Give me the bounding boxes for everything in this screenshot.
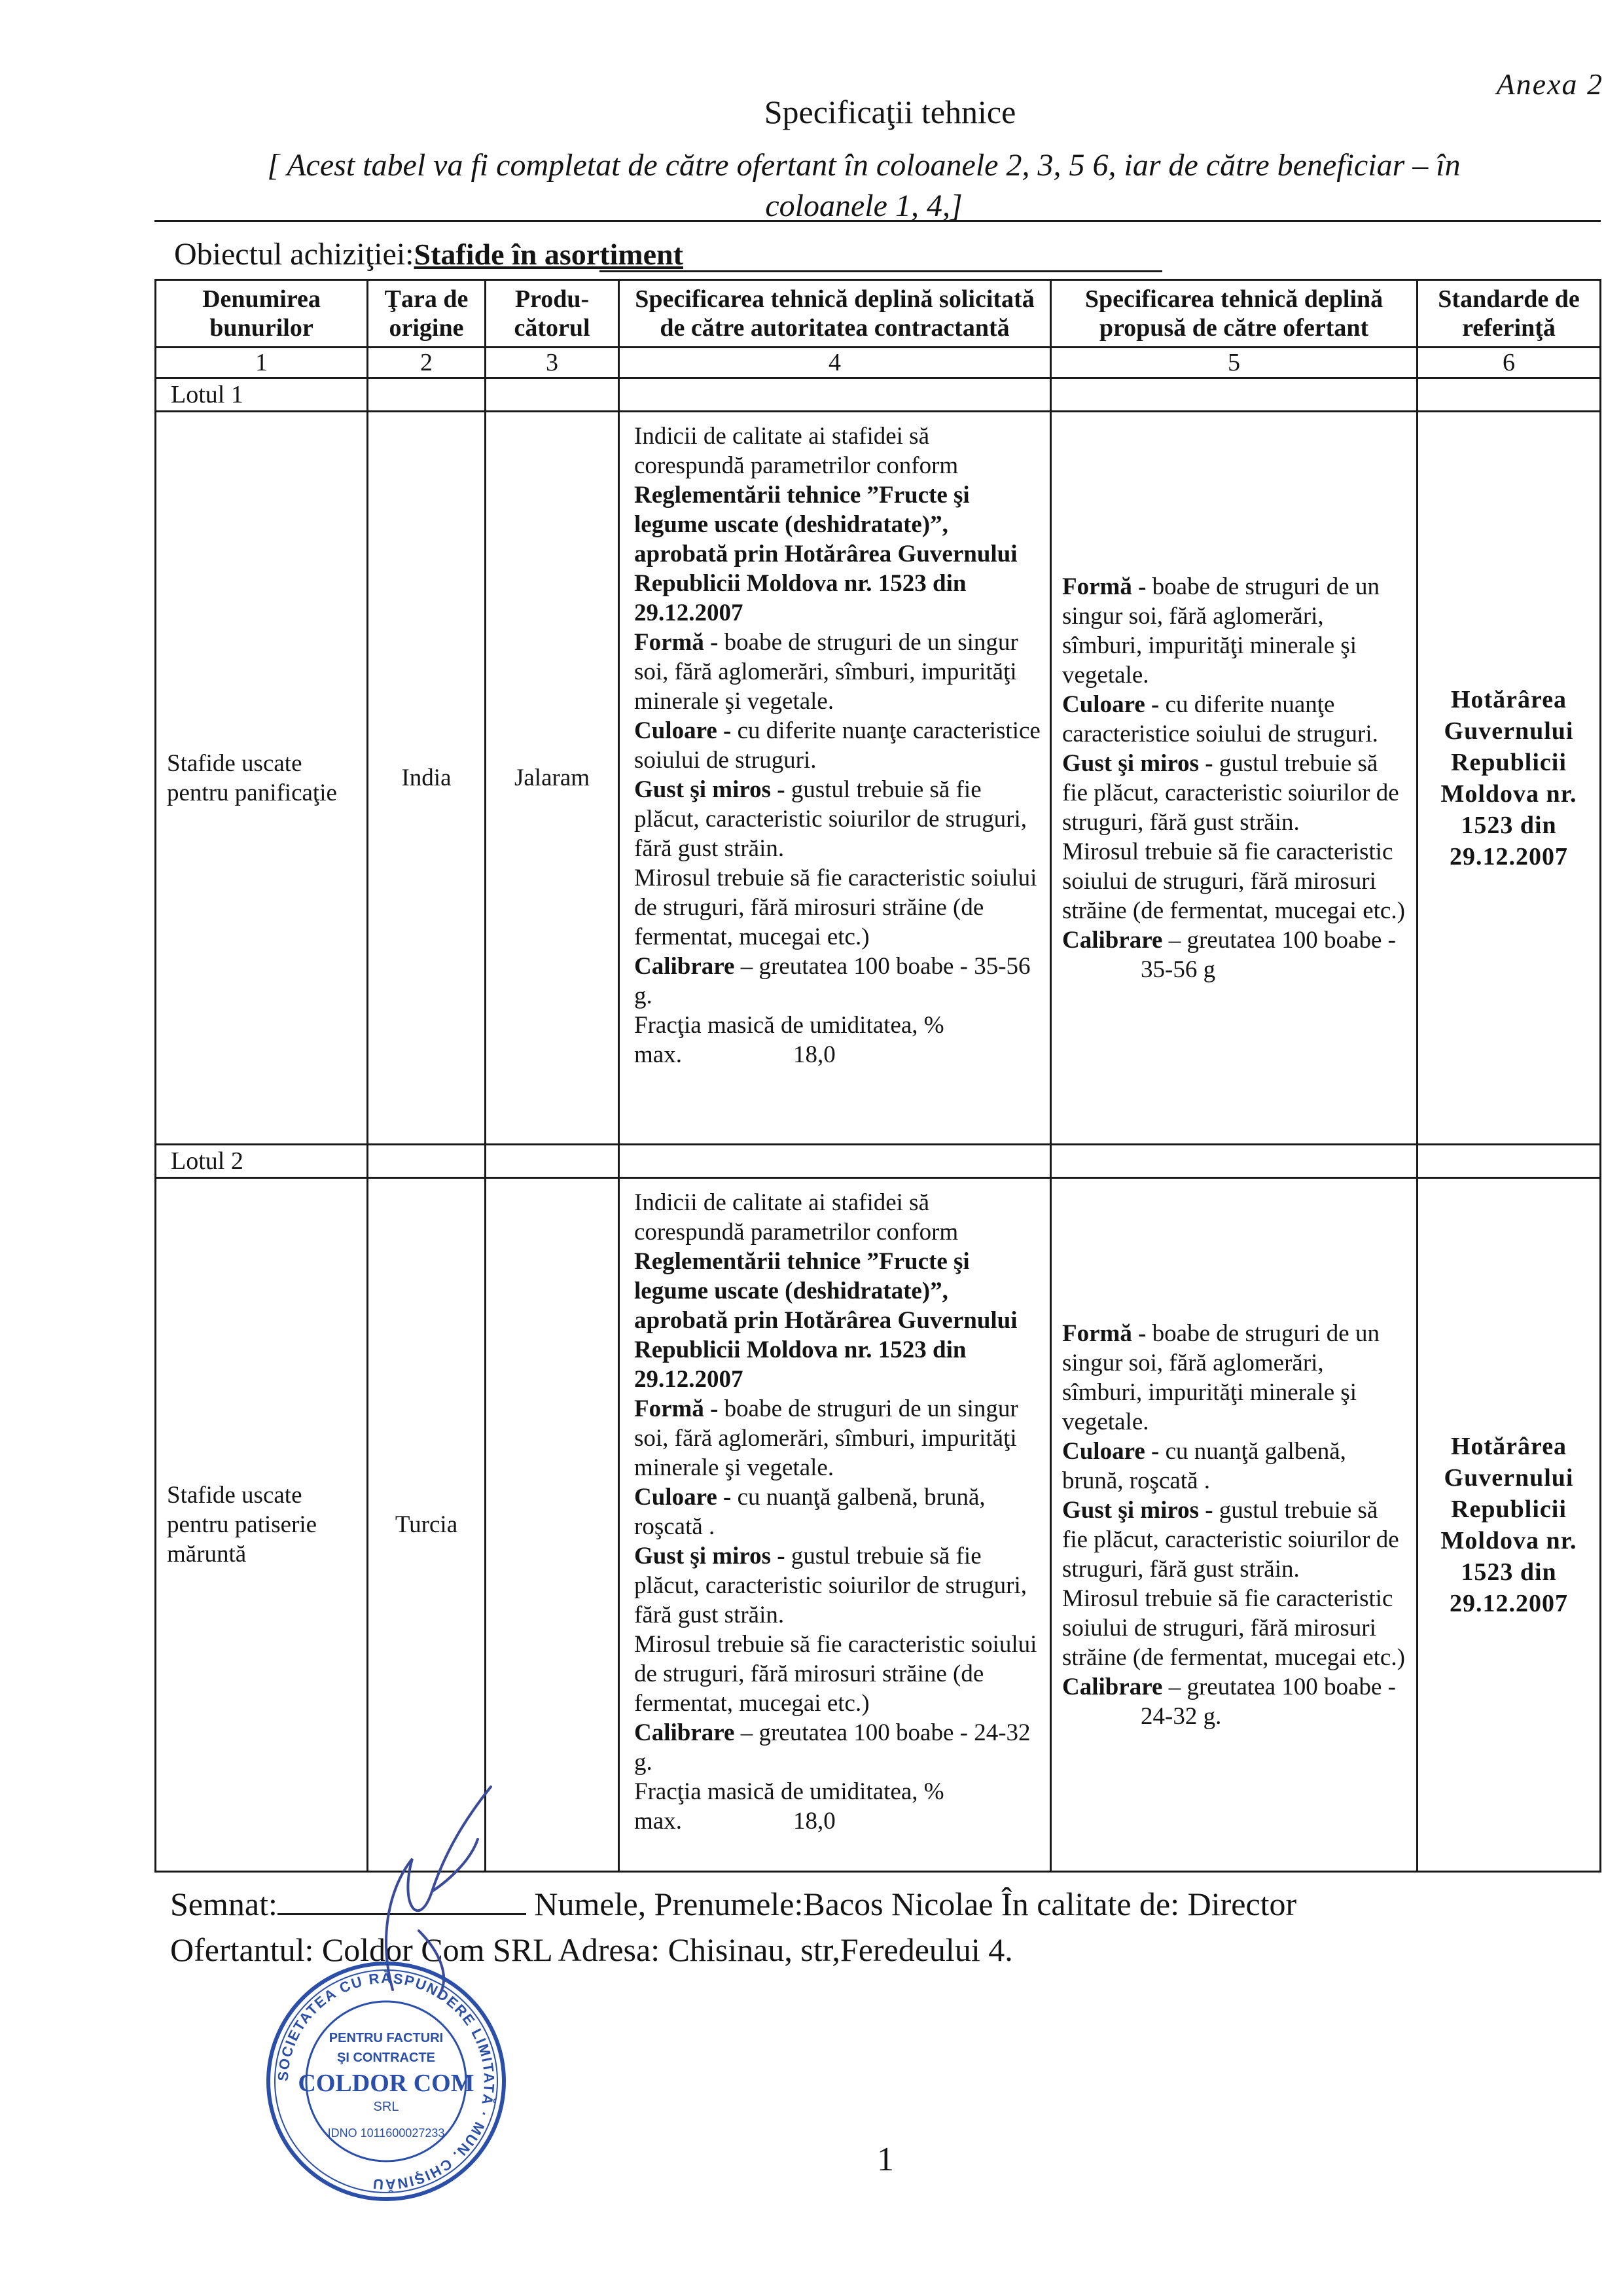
- req-gust: [634, 775, 1041, 863]
- instructions-line-2: coloanele 1, 4,]: [765, 188, 963, 223]
- req-forma-text: boabe de struguri de un singur soi, fără aglomerări, sîmburi, impurităţi minerale şi vegetale.: [634, 1395, 1018, 1481]
- stamp-inner-top: PENTRU FACTURI: [329, 2031, 444, 2045]
- req-fractia-max: [634, 1040, 1041, 1069]
- prop-gust-text: gustul trebuie să fie plăcut, caracteristic soiurilor de struguri, fără gust străin.: [1062, 1496, 1399, 1583]
- stamp-company: COLDOR COM: [298, 2070, 474, 2097]
- company-stamp: [262, 1957, 510, 2206]
- req-calibrare-label: Calibrare: [634, 953, 735, 980]
- specifications-table: [154, 279, 1601, 1873]
- column-number: 2: [368, 348, 486, 378]
- prop-forma-text: boabe de struguri de un singur soi, fără aglomerări, sîmburi, impurităţi minerale şi vegetale.: [1062, 1319, 1380, 1435]
- prop-culoare-label: Culoare -: [1062, 691, 1160, 718]
- address-value: Chisinau, str,Feredeului 4.: [668, 1931, 1013, 1968]
- signed-label: Semnat:: [170, 1886, 277, 1922]
- prop-calibrare: [1062, 925, 1407, 984]
- prop-calibrare: [1062, 1672, 1407, 1731]
- req-intro: Indicii de calitate ai stafidei să corespundă parametrilor conform: [634, 1189, 959, 1246]
- country-of-origin: India: [368, 412, 486, 1145]
- req-culoare-text: cu nuanţă galbenă, brună, roşcată .: [634, 1484, 986, 1540]
- prop-calibrare-label: Calibrare: [1062, 1673, 1163, 1700]
- prop-gust-label: Gust şi miros -: [1062, 1496, 1213, 1524]
- lot-row: [156, 1145, 1601, 1178]
- table-row: [156, 1178, 1601, 1872]
- prop-calibrare-value: 24-32 g.: [1141, 1702, 1222, 1730]
- req-culoare-label: Culoare -: [634, 1484, 732, 1511]
- header-standards: Standarde de referinţă: [1418, 280, 1601, 348]
- req-gust-text: gustul trebuie să fie plăcut, caracteristic soiurilor de struguri, fără gust străin.: [634, 776, 1027, 862]
- req-culoare: [634, 716, 1041, 775]
- req-fractia: Fracţia masică de umiditatea, %: [634, 1778, 944, 1805]
- req-calibrare: [634, 952, 1041, 1011]
- bidder-value: Coldor Com SRL: [321, 1931, 552, 1968]
- column-number: 6: [1418, 348, 1601, 378]
- requested-specification: [619, 412, 1051, 1145]
- procurement-object-label: Obiectul achiziţiei:: [174, 237, 414, 272]
- prop-gust: [1062, 1496, 1407, 1584]
- req-miros: Mirosul trebuie să fie caracteristic soiului de struguri, fără mirosuri străine (de fermentat, mucegai etc.): [634, 1631, 1037, 1717]
- req-fractia: Fracţia masică de umiditatea, %: [634, 1012, 944, 1039]
- country-of-origin: Turcia: [368, 1178, 486, 1872]
- procurement-object: [174, 236, 683, 272]
- reference-standard: Hotărârea Guvernului Republicii Moldova nr. 1523 din 29.12.2007: [1418, 1178, 1601, 1872]
- stamp-company-suffix: SRL: [373, 2100, 399, 2114]
- lot-label: Lotul 2: [156, 1145, 368, 1178]
- req-regulation: Reglementării tehnice ”Fructe şi legume uscate (deshidratate)”, aprobată prin Hotărârea Guvernului Republicii Moldova nr. 1523 din 29.12.2007: [634, 1248, 1018, 1393]
- prop-forma: [1062, 1319, 1407, 1437]
- req-regulation: Reglementării tehnice ”Fructe şi legume uscate (deshidratate)”, aprobată prin Hotărârea Guvernului Republicii Moldova nr. 1523 din 29.12.2007: [634, 482, 1018, 626]
- producer: [486, 1178, 619, 1872]
- header-producer: Produ-cătorul: [486, 280, 619, 348]
- prop-gust-text: gustul trebuie să fie plăcut, caracteristic soiurilor de struguri, fără gust străin.: [1062, 749, 1399, 836]
- stamp-inner-mid: ŞI CONTRACTE: [337, 2051, 435, 2065]
- req-forma-label: Formă -: [634, 1395, 719, 1422]
- prop-forma-text: boabe de struguri de un singur soi, fără aglomerări, sîmburi, impurităţi minerale şi vegetale.: [1062, 573, 1380, 689]
- instructions-line-1: [ Acest tabel va fi completat de către ofertant în coloanele 2, 3, 5 6, iar de către beneficiar – în: [267, 148, 1461, 183]
- proposed-specification: [1051, 412, 1418, 1145]
- req-gust-label: Gust şi miros -: [634, 776, 785, 803]
- prop-forma-label: Formă -: [1062, 1319, 1147, 1347]
- page-number: 1: [877, 2141, 894, 2178]
- req-culoare-label: Culoare -: [634, 717, 732, 744]
- prop-gust-label: Gust şi miros -: [1062, 749, 1213, 777]
- prop-miros: Mirosul trebuie să fie caracteristic soiului de struguri, fără mirosuri străine (de fermentat, mucegai etc.): [1062, 1585, 1405, 1671]
- annex-label: Anexa 2: [1496, 67, 1603, 101]
- procurement-object-underline: [599, 270, 1162, 272]
- req-fractia-max-label: max.: [634, 1041, 682, 1068]
- proposed-specification: [1051, 1178, 1418, 1872]
- lot-row: [156, 378, 1601, 412]
- product-name: Stafide uscate pentru panificaţie: [156, 412, 368, 1145]
- prop-forma: [1062, 572, 1407, 690]
- column-number: 1: [156, 348, 368, 378]
- req-fractia-value: 18,0: [793, 1808, 836, 1835]
- table-header-row: [156, 280, 1601, 348]
- req-miros: Mirosul trebuie să fie caracteristic soiului de struguri, fără mirosuri străine (de fermentat, mucegai etc.): [634, 865, 1037, 950]
- stamp-idno: IDNO 1011600027233: [327, 2126, 445, 2140]
- requested-specification: [619, 1178, 1051, 1872]
- name-label: Numele, Prenumele:: [534, 1886, 804, 1922]
- table-row: [156, 412, 1601, 1145]
- name-value: Bacos Nicolae: [803, 1886, 993, 1922]
- req-culoare: [634, 1482, 1041, 1541]
- req-calibrare-text: – greutatea 100 boabe - 24-32 g.: [634, 1719, 1031, 1776]
- req-forma: [634, 628, 1041, 716]
- prop-gust: [1062, 749, 1407, 837]
- stamp-outer-text: SOCIETATEA CU RĂSPUNDERE LIMITATĂ · MUN. CHIŞINĂU: [274, 1969, 498, 2193]
- signature-line: [170, 1885, 1296, 1923]
- prop-calibrare-label: Calibrare: [1062, 926, 1163, 954]
- req-fractia-max: [634, 1806, 1041, 1836]
- header-requested-spec: Specificarea tehnică deplină solicitată de către autoritatea contractantă: [619, 280, 1051, 348]
- prop-forma-label: Formă -: [1062, 573, 1147, 600]
- procurement-object-row: [154, 220, 1601, 281]
- req-gust-text: gustul trebuie să fie plăcut, caracteristic soiurilor de struguri, fără gust străin.: [634, 1543, 1027, 1628]
- req-forma-text: boabe de struguri de un singur soi, fără aglomerări, sîmburi, impurităţi minerale şi vegetale.: [634, 629, 1018, 715]
- prop-miros: Mirosul trebuie să fie caracteristic soiului de struguri, fără mirosuri străine (de fermentat, mucegai etc.): [1062, 838, 1405, 924]
- req-calibrare-text: – greutatea 100 boabe - 35-56 g.: [634, 953, 1031, 1009]
- prop-calibrare-text: – greutatea 100 boabe -: [1168, 926, 1396, 954]
- req-fractia-max-label: max.: [634, 1808, 682, 1835]
- product-name: Stafide uscate pentru patiserie măruntă: [156, 1178, 368, 1872]
- prop-culoare: [1062, 1437, 1407, 1496]
- lot-label: Lotul 1: [156, 378, 368, 412]
- req-forma: [634, 1394, 1041, 1482]
- role-label: În calitate de:: [1001, 1886, 1180, 1922]
- prop-culoare: [1062, 690, 1407, 749]
- procurement-object-value: Stafide în asortiment: [414, 238, 683, 271]
- column-number: 3: [486, 348, 619, 378]
- prop-calibrare-value: 35-56 g: [1141, 956, 1216, 983]
- req-intro: Indicii de calitate ai stafidei să corespundă parametrilor conform: [634, 423, 959, 479]
- column-number: 4: [619, 348, 1051, 378]
- reference-standard: Hotărârea Guvernului Republicii Moldova nr. 1523 din 29.12.2007: [1418, 412, 1601, 1145]
- req-calibrare-label: Calibrare: [634, 1719, 735, 1746]
- req-fractia-value: 18,0: [793, 1041, 836, 1068]
- header-proposed-spec: Specificarea tehnică deplină propusă de către ofertant: [1051, 280, 1418, 348]
- column-number-row: [156, 348, 1601, 378]
- instructions-text: [196, 145, 1531, 226]
- req-forma-label: Formă -: [634, 629, 719, 656]
- column-number: 5: [1051, 348, 1418, 378]
- address-label: Adresa:: [558, 1931, 660, 1968]
- prop-culoare-text: cu diferite nuanţe caracteristice soiului de struguri.: [1062, 691, 1378, 747]
- req-culoare-text: cu diferite nuanţe caracteristice soiului de struguri.: [634, 717, 1041, 774]
- producer: Jalaram: [486, 412, 619, 1145]
- bidder-label: Ofertantul:: [170, 1931, 314, 1968]
- req-gust-label: Gust şi miros -: [634, 1543, 785, 1570]
- req-gust: [634, 1541, 1041, 1630]
- role-value: Director: [1187, 1886, 1297, 1922]
- header-goods-name: Denumirea bunurilor: [156, 280, 368, 348]
- prop-culoare-label: Culoare -: [1062, 1437, 1160, 1465]
- prop-culoare-text: cu nuanţă galbenă, brună, roşcată .: [1062, 1437, 1346, 1494]
- document-title: Specificaţii tehnice: [764, 94, 1016, 130]
- req-calibrare: [634, 1718, 1041, 1777]
- header-country: Ţara de origine: [368, 280, 486, 348]
- prop-calibrare-text: – greutatea 100 boabe -: [1168, 1673, 1396, 1700]
